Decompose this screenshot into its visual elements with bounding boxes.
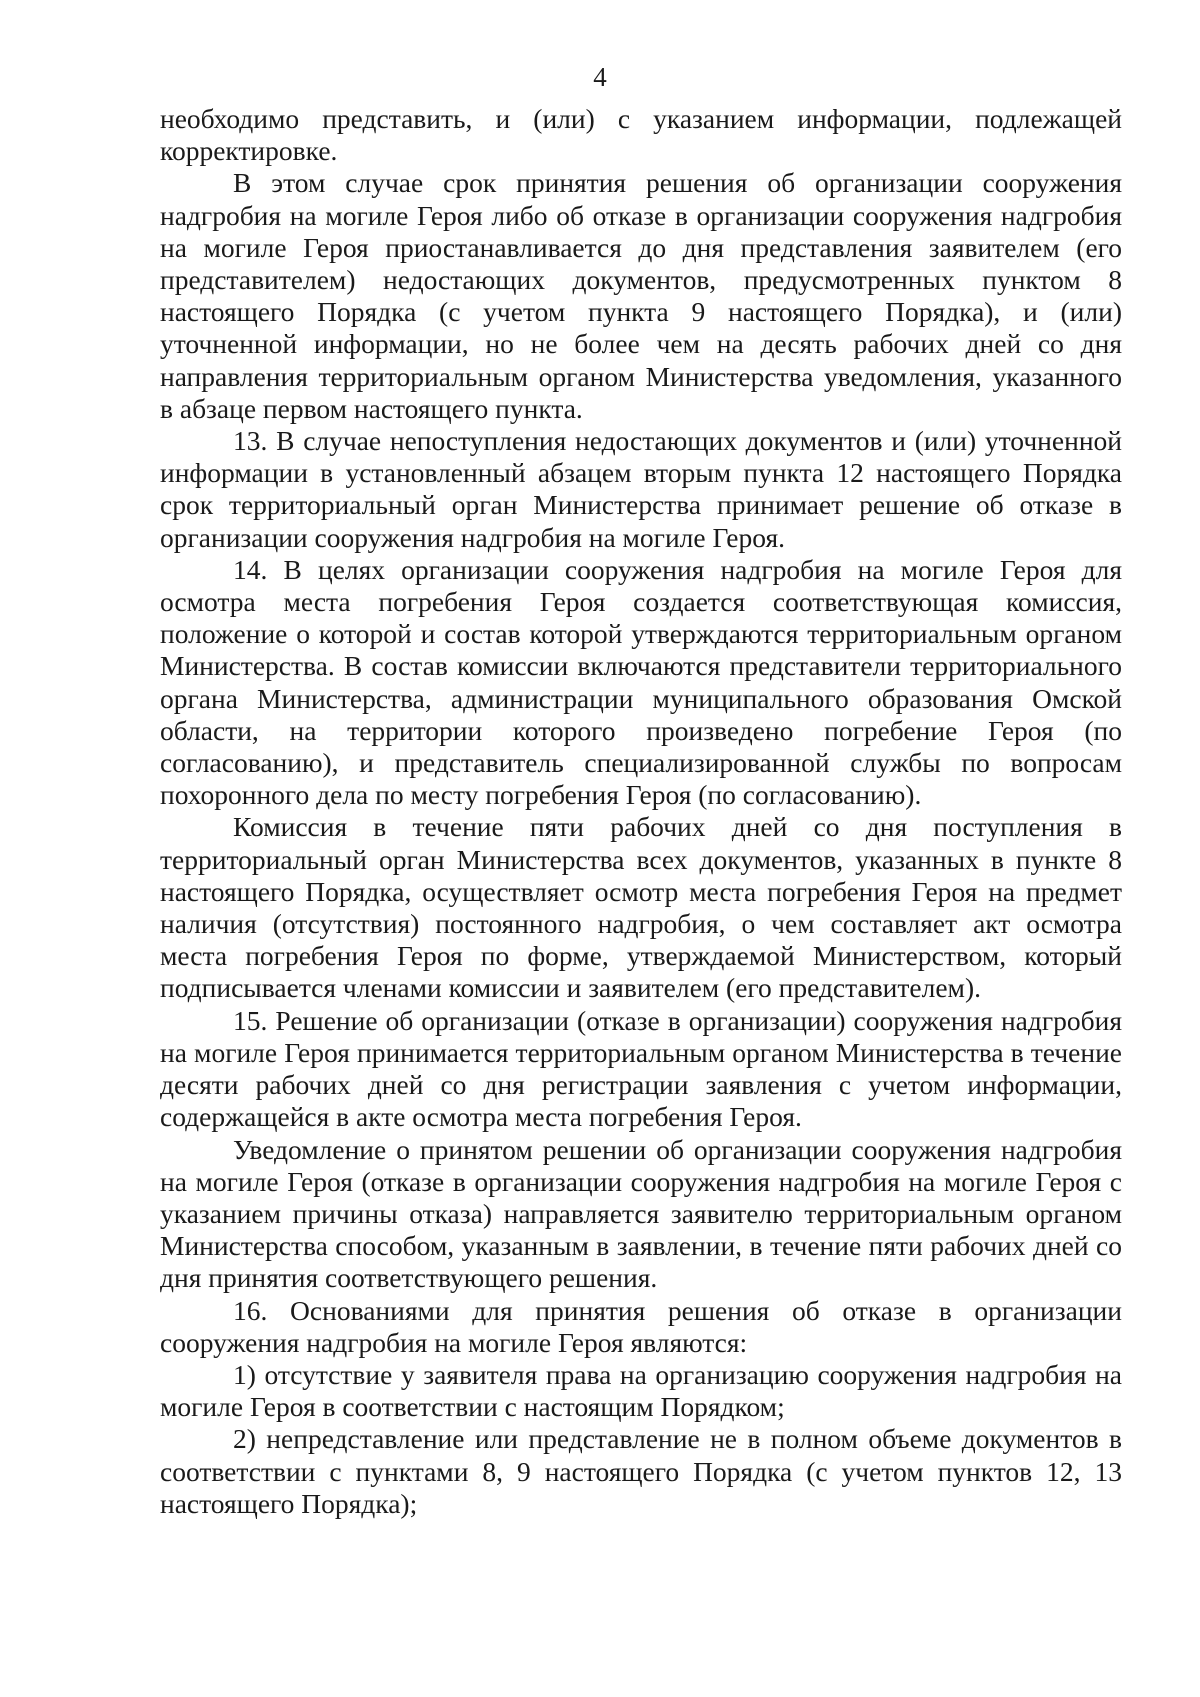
paragraph-item-14: 14. В целях организации сооружения надгробия на могиле Героя для осмотра места погребения Героя создается соответствующая комиссия, положение о которой и состав которой утверждаются территориальным органом Министерства. В состав комиссии включаются представители территориального органа Министерства, администрации муниципального образования Омской области, на территории которого произведено погребение Героя (по согласованию), и представитель специализированной службы по вопросам похоронного дела по месту погребения Героя (по согласованию). (160, 553, 1122, 811)
paragraph-commission-inspection: Комиссия в течение пяти рабочих дней со дня поступления в территориальный орган Министерства всех документов, указанных в пункте 8 настоящего Порядка, осуществляет осмотр места погребения Героя на предмет наличия (отсутствия) постоянного надгробия, о чем составляет акт осмотра места погребения Героя по форме, утверждаемой Министерством, который подписывается членами комиссии и заявителем (его представителем). (160, 811, 1122, 1004)
document-body (160, 103, 1122, 1520)
paragraph-notification: Уведомление о принятом решении об организации сооружения надгробия на могиле Героя (отказе в организации сооружения надгробия на могиле Героя с указанием причины отказа) направляется заявителю территориальным органом Министерства способом, указанным в заявлении, в течение пяти рабочих дней со дня принятия соответствующего решения. (160, 1133, 1122, 1294)
paragraph-item-16-sub-1: 1) отсутствие у заявителя права на организацию сооружения надгробия на могиле Героя в соответствии с настоящим Порядком; (160, 1358, 1122, 1423)
paragraph-item-13: 13. В случае непоступления недостающих документов и (или) уточненной информации в установленный абзацем вторым пункта 12 настоящего Порядка срок территориальный орган Министерства принимает решение об отказе в организации сооружения надгробия на могиле Героя. (160, 425, 1122, 553)
paragraph-item-15: 15. Решение об организации (отказе в организации) сооружения надгробия на могиле Героя принимается территориальным органом Министерства в течение десяти рабочих дней со дня регистрации заявления с учетом информации, содержащейся в акте осмотра места погребения Героя. (160, 1004, 1122, 1133)
paragraph-item-16: 16. Основаниями для принятия решения об отказе в организации сооружения надгробия на могиле Героя являются: (160, 1294, 1122, 1358)
paragraph-continuation: необходимо представить, и (или) с указанием информации, подлежащей корректировке. (160, 103, 1122, 167)
paragraph-item-16-sub-2: 2) непредставление или представление не в полном объеме документов в соответствии с пунктами 8, 9 настоящего Порядка (с учетом пунктов 12, 13 настоящего Порядка); (160, 1423, 1122, 1519)
paragraph-suspension-term: В этом случае срок принятия решения об организации сооружения надгробия на могиле Героя либо об отказе в организации сооружения надгробия на могиле Героя приостанавливается до дня представления заявителем (его представителем) недостающих документов, предусмотренных пунктом 8 настоящего Порядка (с учетом пункта 9 настоящего Порядка), и (или) уточненной информации, но не более чем на десять рабочих дней со дня направления территориальным органом Министерства уведомления, указанного в абзаце первом настоящего пункта. (160, 167, 1122, 424)
page-number: 4 (593, 62, 607, 92)
